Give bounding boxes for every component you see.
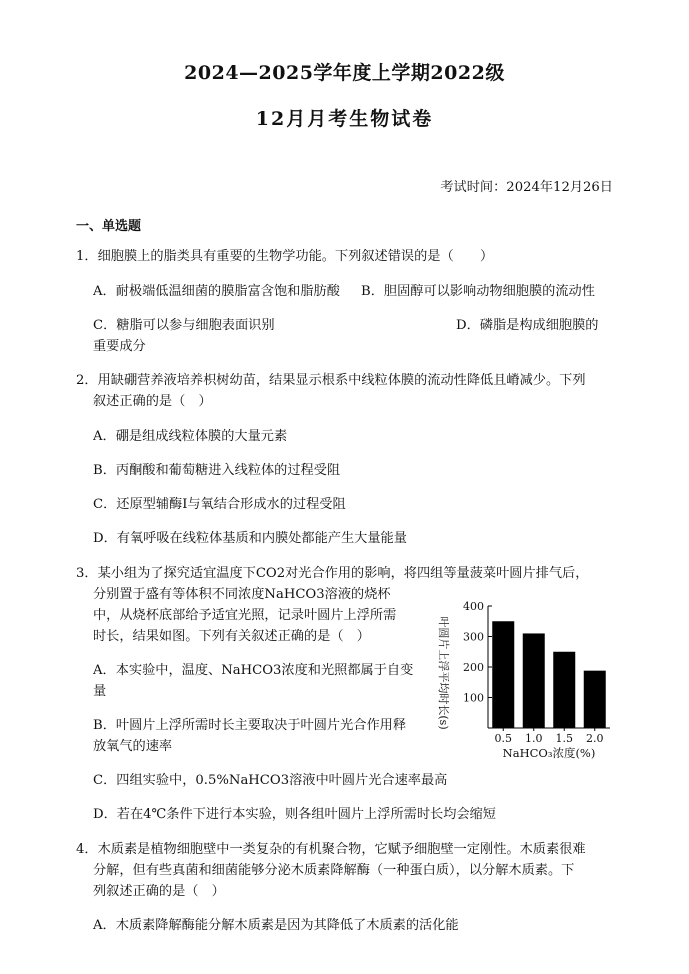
q2-option-b[interactable]: B．丙酮酸和葡萄糖进入线粒体的过程受阻 xyxy=(93,463,341,478)
q3-stem-cont-2: 中，从烧杯底部给予适宜光照，记录叶圆片上浮所需 xyxy=(93,608,397,623)
q1-option-b[interactable]: B．胆固醇可以影响动物细胞膜的流动性 xyxy=(361,284,595,299)
bar xyxy=(584,671,606,728)
q3-option-a[interactable]: A．本实验中，温度、NaHCO3浓度和光照都属于自变 xyxy=(93,663,414,678)
q3-option-b-cont: 放氧气的速率 xyxy=(93,739,173,754)
q4-stem: 4．木质素是植物细胞壁中一类复杂的有机聚合物，它赋予细胞壁一定刚性。木质素很难 xyxy=(76,842,586,857)
exam-title: 2024—2025学年度上学期2022级 xyxy=(184,62,505,84)
q3-stem-cont-1: 分别置于盛有等体积不同浓度NaHCO3溶液的烧杯 xyxy=(93,587,391,602)
y-axis-label: 叶圆片上浮平均时长(s) xyxy=(437,616,450,730)
q4-stem-cont-2: 列叙述正确的是（ ） xyxy=(93,884,225,899)
q3-option-d[interactable]: D．若在4℃条件下进行本实验，则各组叶圆片上浮所需时长均会缩短 xyxy=(93,807,496,822)
q2-option-c[interactable]: C．还原型辅酶Ⅰ与氧结合形成水的过程受阻 xyxy=(93,497,346,512)
q1-option-d-cont: 重要成分 xyxy=(93,339,146,354)
y-tick-label: 200 xyxy=(463,661,484,674)
exam-subtitle: 12月月考生物试卷 xyxy=(255,108,434,130)
x-tick-label: 2.0 xyxy=(586,732,604,745)
q1-option-d[interactable]: D．磷脂是构成细胞膜的 xyxy=(456,318,599,333)
x-tick-label: 1.0 xyxy=(525,732,543,745)
bar-chart xyxy=(430,592,620,764)
bar xyxy=(523,633,545,728)
q2-stem-cont: 叙述正确的是（ ） xyxy=(93,394,212,409)
q1-stem: 1．细胞膜上的脂类具有重要的生物学功能。下列叙述错误的是（ ） xyxy=(76,249,494,264)
y-tick-label: 300 xyxy=(463,630,484,644)
y-tick-label: 100 xyxy=(463,691,484,705)
q3-option-a-cont: 量 xyxy=(93,684,107,699)
bar xyxy=(553,652,575,728)
y-tick-label: 400 xyxy=(463,600,484,613)
section-title: 一、单选题 xyxy=(76,219,142,234)
q1-option-a[interactable]: A．耐极端低温细菌的膜脂富含饱和脂肪酸 xyxy=(93,284,340,299)
q3-stem: 3．某小组为了探究适宜温度下CO2对光合作用的影响，将四组等量菠菜叶圆片排气后， xyxy=(76,566,589,581)
q2-option-a[interactable]: A．硼是组成线粒体膜的大量元素 xyxy=(93,429,288,444)
exam-time: 考试时间：2024年12月26日 xyxy=(440,180,613,195)
x-tick-label: 1.5 xyxy=(555,732,573,745)
q4-option-a[interactable]: A．木质素降解酶能分解木质素是因为其降低了木质素的活化能 xyxy=(93,918,459,933)
q4-stem-cont-1: 分解，但有些真菌和细菌能够分泌木质素降解酶（一种蛋白质），以分解木质素。下 xyxy=(93,863,575,878)
q1-option-c[interactable]: C．糖脂可以参与细胞表面识别 xyxy=(93,318,275,333)
q3-option-c[interactable]: C．四组实验中，0.5%NaHCO3溶液中叶圆片光合速率最高 xyxy=(93,773,448,788)
q3-option-b[interactable]: B．叶圆片上浮所需时长主要取决于叶圆片光合作用释 xyxy=(93,718,407,733)
x-axis-label: NaHCO₃浓度(%) xyxy=(502,746,596,760)
q2-option-d[interactable]: D．有氧呼吸在线粒体基质和内膜处都能产生大量能量 xyxy=(93,531,407,546)
q3-stem-cont-3: 时长，结果如图。下列有关叙述正确的是（ ） xyxy=(93,629,370,644)
x-tick-label: 0.5 xyxy=(494,732,512,745)
q2-stem: 2．用缺硼营养液培养枳树幼苗，结果显示根系中线粒体膜的流动性降低且嵴减少。下列 xyxy=(76,373,586,388)
bar xyxy=(492,621,514,728)
